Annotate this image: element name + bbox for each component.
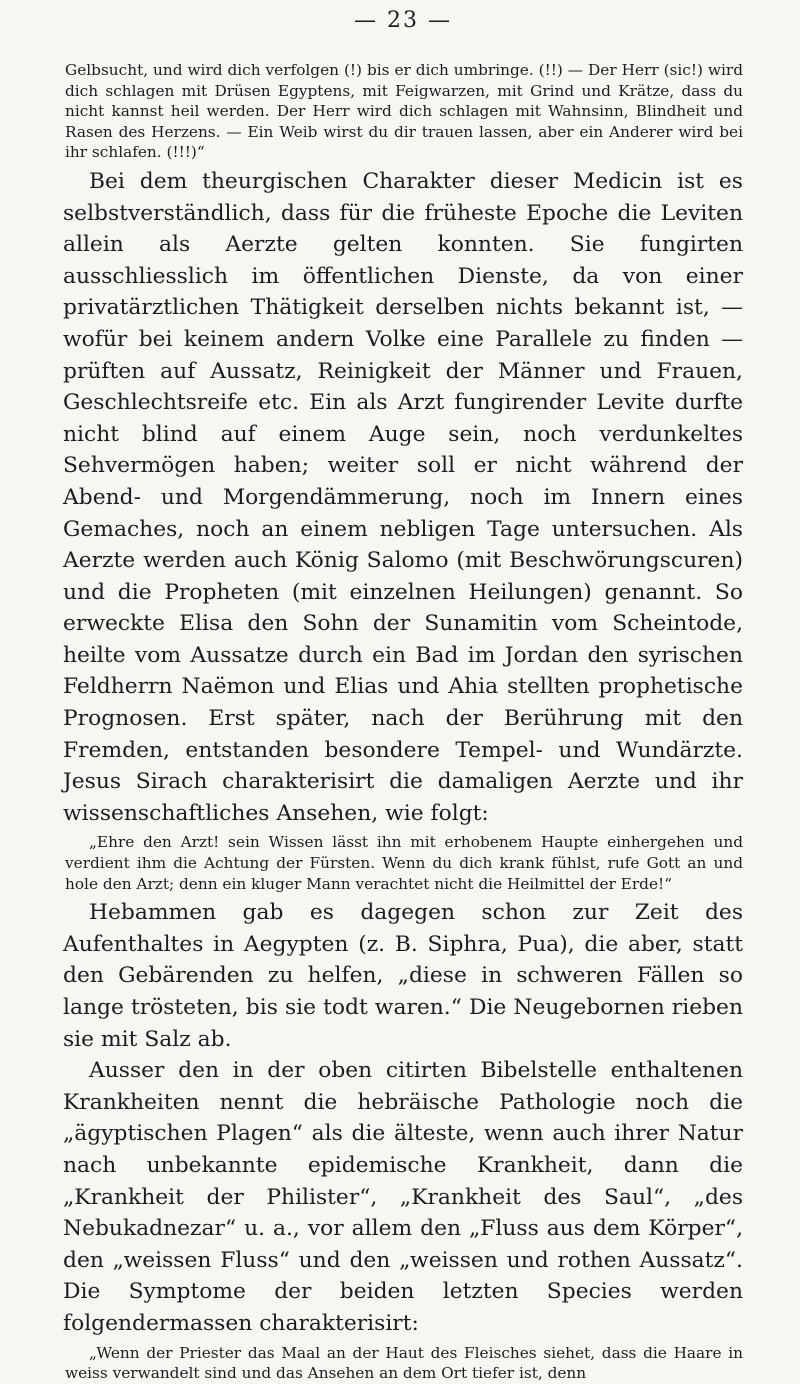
- diseases-paragraph: Ausser den in der oben citirten Bibelstelle enthaltenen Krankheiten nennt die hebräische Pathologie noch die „ägyptischen Plagen“ als die älteste, wenn auch ihrer Natur nach unbekannte epidemische Krankheit, dann die „Krankheit der Philister“, „Krankheit des Saul“, „des Nebukadnezar“ u. a., vor allem den „Fluss aus dem Körper“, den „weissen Fluss“ und den „weissen und rothen Aussatz“. Die Symptome der beiden letzten Species werden folgendermassen charakterisirt:: [63, 1058, 743, 1336]
- midwives-paragraph: Hebammen gab es dagegen schon zur Zeit des Aufenthaltes in Aegypten (z. B. Siphra, Pua), die aber, statt den Gebärenden zu helfen, „diese in schweren Fällen so lange trösteten, bis sie todt waren.“ Die Neugebornen rieben sie mit Salz ab.: [63, 900, 743, 1052]
- curses-quote-paragraph: Gelbsucht, und wird dich verfolgen (!) bis er dich umbringe. (!!) — Der Herr (sic!) wird dich schlagen mit Drüsen Egyptens, mit Feigwarzen, mit Grind und Krätze, dass du nicht kannst heil werden. Der Herr wird dich schlagen mit Wahnsinn, Blindheit und Rasen des Herzens. — Ein Weib wirst du dir trauen lassen, aber ein Anderer wird bei ihr schlafen. (!!!)“: [65, 61, 743, 162]
- sirach-quote-paragraph: „Ehre den Arzt! sein Wissen lässt ihn mit erhobenem Haupte einhergehen und verdient ihm die Achtung der Fürsten. Wenn du dich krank fühlst, rufe Gott an und hole den Arzt; denn ein kluger Mann verachtet nicht die Heilmittel der Erde!“: [65, 833, 743, 893]
- page-number: — 23 —: [354, 8, 452, 33]
- book-page: [63, 8, 743, 1384]
- theurgic-character-paragraph: Bei dem theurgischen Charakter dieser Medicin ist es selbstverständlich, dass für die früheste Epoche die Leviten allein als Aerzte gelten konnten. Sie fungirten ausschliesslich im öffentlichen Dienste, da von einer privatärztlichen Thätigkeit derselben nichts bekannt ist, — wofür bei keinem andern Volke eine Parallele zu finden — prüften auf Aussatz, Reinigkeit der Männer und Frauen, Geschlechtsreife etc. Ein als Arzt fungirender Levite durfte nicht blind auf einem Auge sein, noch verdunkeltes Sehvermögen haben; weiter soll er nicht während der Abend- und Morgendämmerung, noch im Innern eines Gemaches, noch an einem nebligen Tage untersuchen. Als Aerzte werden auch König Salomo (mit Beschwörungscuren) und die Propheten (mit einzelnen Heilungen) genannt. So erweckte Elisa den Sohn der Sunamitin vom Scheintode, heilte vom Aussatze durch ein Bad im Jordan den syrischen Feldherrn Naëmon und Elias und Ahia stellten prophetische Prognosen. Erst später, nach der Berührung mit den Fremden, entstanden besondere Tempel- und Wundärzte. Jesus Sirach charakterisirt die damaligen Aerzte und ihr wissenschaftliches Ansehen, wie folgt:: [63, 168, 743, 826]
- priest-quote-paragraph: „Wenn der Priester das Maal an der Haut des Fleisches siehet, dass die Haare in weiss verwandelt sind und das Ansehen an dem Ort tiefer ist, denn: [65, 1343, 743, 1383]
